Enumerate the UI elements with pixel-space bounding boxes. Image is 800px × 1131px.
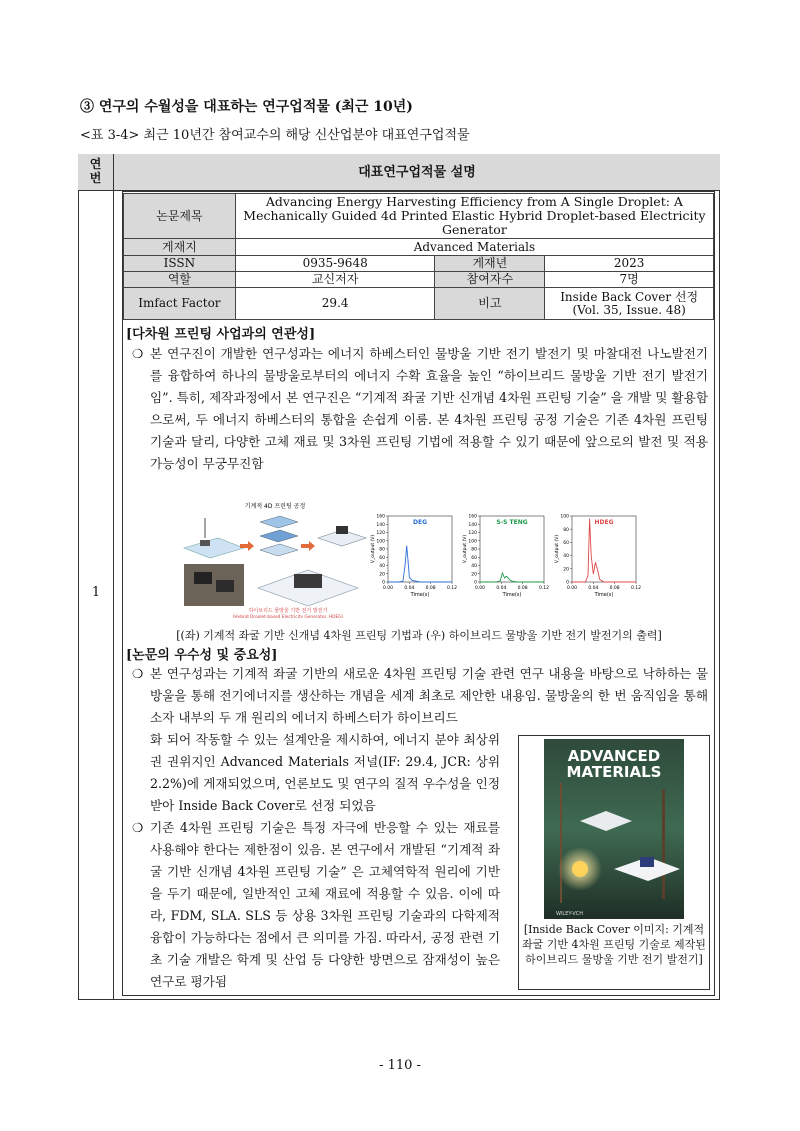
year-value: 2023 bbox=[545, 256, 714, 272]
x-tick-label: 0.12 bbox=[538, 586, 550, 591]
y-tick-label: 40 bbox=[379, 564, 385, 570]
y-tick-label: 40 bbox=[563, 554, 569, 560]
paper-info-table bbox=[123, 193, 714, 320]
y-tick-label: 120 bbox=[376, 531, 385, 537]
device-label: 하이브리드 물방울 기반 전기 발전기 bbox=[248, 608, 328, 614]
y-tick-label: 0 bbox=[566, 580, 569, 586]
y-tick-label: 60 bbox=[471, 555, 477, 561]
y-tick-label: 160 bbox=[376, 514, 385, 520]
output-charts bbox=[370, 508, 660, 612]
section2-paragraph1-full bbox=[132, 663, 708, 729]
tree-trunk bbox=[662, 789, 665, 899]
tree-trunk bbox=[560, 783, 562, 903]
x-tick-label: 0.04 bbox=[588, 586, 599, 591]
section1-text: 본 연구진이 개발한 연구성과는 에너지 하베스터인 물방울 기반 전기 발전기 및 마찰대전 나노발전기를 융합하여 하나의 물방울로부터의 에너지 수확 효율을 높인 “하이브리드 물방울 기반 전기 발전기임”. 특히, 제작과정에서 본 연구진은 “기계적 좌굴 기반 신개념 4차원 프린팅 기술” 을 개발 및 활용함으로써, 두 에너지 하베스터의 통합을 손쉽게 이룸. 본 4차원 프린팅 공정 기술은 기존 4차원 프린팅 기술과 달리, 다양한 고체 재료 및 3차원 프린팅 기법에 적용할 수 있기 때문에 앞으로의 발전 및 적용 가능성이 무궁무진함 bbox=[150, 346, 708, 471]
note-value: Inside Back Cover 선정 (Vol. 35, Issue. 48) bbox=[545, 288, 714, 320]
y-tick-label: 80 bbox=[471, 547, 477, 553]
layer-shape bbox=[260, 516, 298, 528]
x-tick-label: 0.00 bbox=[474, 586, 486, 591]
section2-text1a: 본 연구성과는 기계적 좌굴 기반의 새로운 4차원 프린팅 기술 관련 연구 내용을 바탕으로 낙하하는 물방울을 통해 전기에너지를 생산하는 개념을 세계 최초로 제안한 내용임. 물방울의 한 번 움직임을 통해 소자 내부의 두 개 원리의 에너지 하베스터가 하이브리드 bbox=[150, 666, 708, 725]
y-tick-label: 80 bbox=[379, 547, 385, 553]
issn-value: 0935-9648 bbox=[235, 256, 435, 272]
impact-factor-value: 29.4 bbox=[235, 288, 435, 320]
title-label: 논문제목 bbox=[124, 194, 236, 239]
bulb-icon bbox=[572, 861, 588, 877]
layer-shape bbox=[260, 530, 298, 542]
y-tick-label: 0 bbox=[382, 580, 385, 586]
series-line bbox=[388, 546, 452, 582]
x-tick-label: 0.04 bbox=[496, 586, 507, 591]
x-tick-label: 0.08 bbox=[517, 586, 528, 591]
chart-title: DEG bbox=[412, 519, 428, 526]
y-axis-label: V_output (V) bbox=[463, 534, 468, 564]
arrow-icon bbox=[240, 541, 254, 551]
role-value: 교신저자 bbox=[235, 272, 435, 288]
x-tick-label: 0.00 bbox=[382, 586, 394, 591]
droplet-stage-shape bbox=[200, 540, 210, 546]
y-tick-label: 160 bbox=[468, 514, 477, 520]
y-tick-label: 80 bbox=[563, 527, 569, 533]
x-tick-label: 0.12 bbox=[446, 586, 458, 591]
bullet-icon: ❍ bbox=[132, 346, 144, 361]
section2-text2: 기존 4차원 프린팅 기술은 특정 자극에 반응할 수 있는 재료를 사용해야 한다는 제한점이 있음. 본 연구에서 개발된 “기계적 좌굴 기반 신개념 4차원 프린팅 기술” 은 고체역학적 원리에 기반을 두기 때문에, 일반적인 고체 재료에 적용할 수 있음. 이에 따라, FDM, SLA. SLS 등 상용 3차원 프린팅 기술과의 다학제적 융합이 가능하다는 점에서 큰 의미를 가짐. 따라서, 공정 관련 기초 기술 개발은 학계 및 산업 등 다양한 방면으로 잠재성이 높은 연구로 평가됨 bbox=[150, 820, 500, 989]
authors-value: 7명 bbox=[545, 272, 714, 288]
cover-caption: [Inside Back Cover 이미지: 기계적 좌굴 기반 4차원 프린팅 기술로 제작된 하이브리드 물방울 기반 전기 발전기] bbox=[522, 923, 706, 966]
y-tick-label: 140 bbox=[376, 522, 385, 528]
header-number: 연 번 bbox=[78, 154, 114, 191]
device-photo-detail bbox=[194, 572, 212, 584]
y-tick-label: 100 bbox=[560, 514, 569, 520]
y-tick-label: 140 bbox=[468, 522, 477, 528]
section2-paragraph1-narrow bbox=[132, 729, 500, 817]
section-heading: ③ 연구의 수월성을 대표하는 연구업적물 (최근 10년) bbox=[80, 99, 413, 115]
cover-journal-title: ADVANCED bbox=[567, 747, 661, 765]
y-axis-label: V_output (V) bbox=[371, 534, 376, 564]
x-tick-label: 0.08 bbox=[609, 586, 620, 591]
device-photo-detail bbox=[216, 580, 234, 592]
arrow-icon bbox=[301, 541, 315, 551]
paper-title: Advancing Energy Harvesting Efficiency from A Single Droplet: A Mechanically Guided 4d Printed Elastic Hybrid Droplet-based Electricity Generator bbox=[235, 194, 713, 239]
x-axis-label: Time(s) bbox=[502, 592, 522, 598]
center-block-shape bbox=[336, 526, 348, 534]
section2-text1b: 화 되어 작동할 수 있는 설계안을 제시하여, 에너지 분야 최상위권 권위지인 Advanced Materials 저널(IF: 29.4, JCR: 상위 2.2%)에 게재되었으며, 언론보도 및 연구의 질적 우수성을 인정받아 Inside Back Cover로 선정 되었음 bbox=[150, 732, 500, 813]
y-tick-label: 120 bbox=[468, 531, 477, 537]
chart-title: HDEG bbox=[594, 519, 614, 526]
header-description: 대표연구업적물 설명 bbox=[358, 165, 476, 180]
issn-label: ISSN bbox=[124, 256, 236, 272]
hdeg-core-shape bbox=[294, 574, 322, 588]
role-label: 역할 bbox=[124, 272, 236, 288]
x-tick-label: 0.04 bbox=[404, 586, 415, 591]
x-tick-label: 0.00 bbox=[566, 586, 578, 591]
chart-title: S-S TENG bbox=[496, 519, 528, 526]
y-axis-label: V_output (V) bbox=[555, 534, 560, 564]
row-number: 1 bbox=[91, 585, 101, 600]
section2-title: [논문의 우수성 및 중요성] bbox=[126, 648, 278, 663]
y-tick-label: 20 bbox=[379, 572, 385, 578]
series-line bbox=[572, 519, 636, 582]
process-illustration bbox=[180, 500, 370, 618]
impact-factor-label: Imfact Factor bbox=[124, 288, 236, 320]
x-axis-label: Time(s) bbox=[594, 592, 614, 598]
series-line bbox=[480, 573, 544, 582]
cover-device-core bbox=[640, 857, 654, 867]
device-photo bbox=[184, 564, 244, 606]
y-tick-label: 60 bbox=[563, 541, 569, 546]
journal-name: Advanced Materials bbox=[235, 239, 713, 256]
section1-paragraph bbox=[132, 343, 708, 475]
y-tick-label: 40 bbox=[471, 564, 477, 570]
bullet-icon: ❍ bbox=[132, 820, 144, 835]
y-tick-label: 20 bbox=[471, 572, 477, 578]
section2-paragraph2 bbox=[132, 817, 500, 993]
cover-journal-title-2: MATERIALS bbox=[566, 763, 662, 781]
page-number: - 110 - bbox=[379, 1058, 421, 1073]
journal-label: 게재지 bbox=[124, 239, 236, 256]
authors-label: 참여자수 bbox=[435, 272, 545, 288]
y-tick-label: 100 bbox=[376, 539, 385, 545]
x-axis-label: Time(s) bbox=[410, 592, 430, 598]
bullet-icon: ❍ bbox=[132, 666, 144, 681]
cover-image bbox=[544, 739, 684, 919]
cover-publisher: WILEY-VCH bbox=[556, 911, 584, 917]
year-label: 게재년 bbox=[435, 256, 545, 272]
note-label: 비고 bbox=[435, 288, 545, 320]
process-label: 기계적 4D 프린팅 공정 bbox=[244, 503, 306, 510]
x-tick-label: 0.12 bbox=[630, 586, 642, 591]
device-label-en: (Hybrid Droplet-based Electricity Generator, HDEG) bbox=[232, 615, 344, 618]
y-tick-label: 20 bbox=[563, 567, 569, 573]
section1-title: [다차원 프린팅 사업과의 연관성] bbox=[126, 327, 316, 342]
y-tick-label: 0 bbox=[474, 580, 477, 586]
y-tick-label: 100 bbox=[468, 539, 477, 545]
y-tick-label: 60 bbox=[379, 555, 385, 561]
x-tick-label: 0.08 bbox=[425, 586, 436, 591]
substrate-shape bbox=[184, 538, 244, 558]
layer-shape bbox=[260, 544, 298, 556]
table-caption: <표 3-4> 최근 10년간 참여교수의 해당 신산업분야 대표연구업적물 bbox=[80, 128, 470, 143]
figure-caption: [(좌) 기계적 좌굴 기반 신개념 4차원 프린팅 기법과 (우) 하이브리드 물방울 기반 전기 발전기의 출력] bbox=[176, 629, 662, 642]
